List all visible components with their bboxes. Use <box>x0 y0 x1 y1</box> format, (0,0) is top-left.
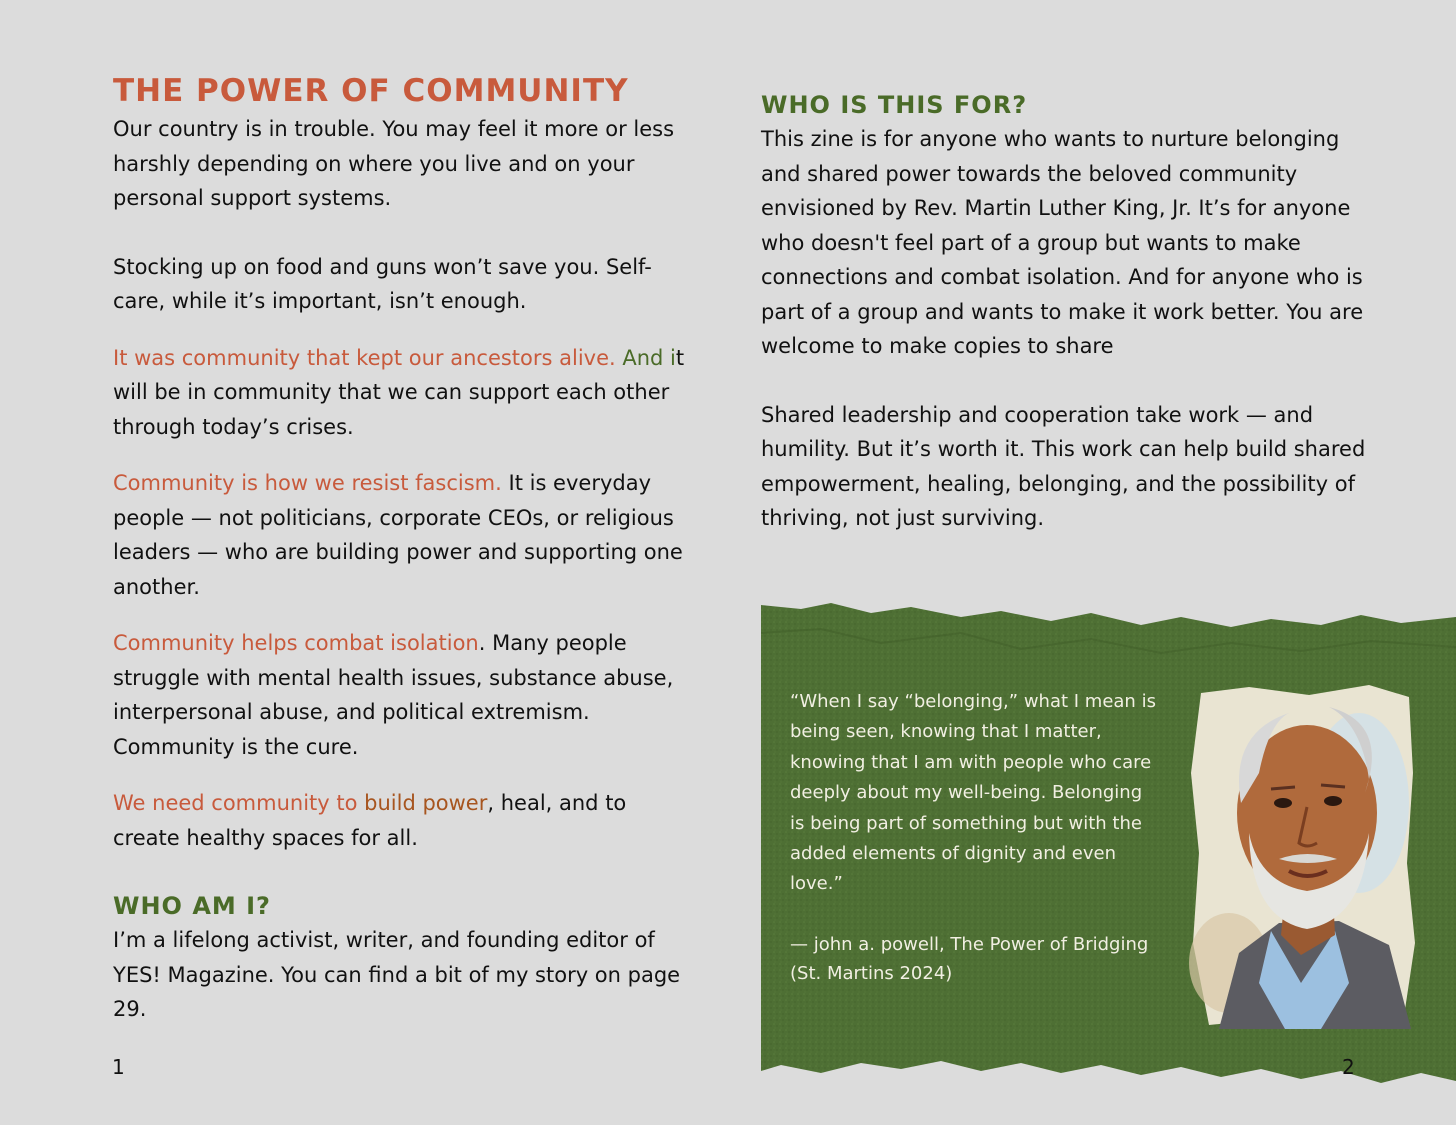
isolation-highlight: Community helps combat isolation <box>113 631 479 655</box>
build-power-paragraph <box>113 786 693 855</box>
page-title: THE POWER OF COMMUNITY <box>113 73 629 109</box>
ancestors-rest: t will be in community that we can support each other through today’s crises. <box>113 345 685 439</box>
who-am-i-heading: WHO AM I? <box>113 892 271 920</box>
build-power-rest: , heal, and to create healthy spaces for all. <box>113 791 627 850</box>
fascism-paragraph <box>113 466 693 604</box>
intro-paragraph: Our country is in trouble. You may feel it more or less harshly depending on where you live and on your personal support systems. <box>113 117 675 210</box>
build-power-highlight-dark: build power <box>364 791 488 815</box>
portrait-illustration <box>1189 683 1415 1029</box>
fascism-rest: It is everyday people — not politicians, corporate CEOs, or religious leaders — who are building power and supporting one another. <box>113 471 683 599</box>
page-number-left: 1 <box>112 1055 125 1079</box>
isolation-paragraph <box>113 626 693 764</box>
audience-paragraph: This zine is for anyone who wants to nurture belonging and shared power towards the beloved community envisioned by Rev. Martin Luther King, Jr. It’s for anyone who doesn't feel part of a group but wants to make connections and combat isolation. And for anyone who is part of a group and wants to make it work better. You are welcome to make copies to share <box>761 127 1364 358</box>
fascism-highlight: Community is how we resist fascism. <box>113 471 502 495</box>
build-power-highlight: We need community to <box>113 791 365 815</box>
ancestors-highlight: It was community that kept our ancestors alive. <box>113 345 616 370</box>
left-page <box>113 70 693 1027</box>
self-care-paragraph: Stocking up on food and guns won’t save you. Self-care, while it’s important, isn’t enough. <box>113 254 652 313</box>
isolation-rest: . Many people struggle with mental health issues, substance abuse, interpersonal abuse, and political extremism. Community is the cure. <box>113 631 674 759</box>
who-is-this-for-heading: WHO IS THIS FOR? <box>761 91 1028 119</box>
page-number-right: 2 <box>1342 1055 1355 1079</box>
quote-attribution-line2: (St. Martins 2024) <box>790 963 953 984</box>
quote-attribution <box>790 930 1170 988</box>
quote-text: “When I say “belonging,” what I mean is being seen, knowing that I matter, knowing that I am with people who care deeply about my well-being. Belonging is being part of something but with the added elements of dignity and even love.” <box>790 691 1156 895</box>
ancestors-paragraph <box>113 341 693 445</box>
who-am-i-text: I’m a lifelong activist, writer, and founding editor of YES! Magazine. You can find a bit of my story on page 29. <box>113 928 681 1021</box>
quote-panel <box>761 603 1456 1085</box>
right-page <box>761 88 1381 536</box>
shared-leadership-paragraph: Shared leadership and cooperation take work — and humility. But it’s worth it. This work can help build shared empowerment, healing, belonging, and the possibility of thriving, not just surviving. <box>761 402 1366 530</box>
ancestors-green-text: And i <box>615 345 676 370</box>
quote-attribution-line1: — john a. powell, The Power of Bridging <box>790 934 1149 955</box>
